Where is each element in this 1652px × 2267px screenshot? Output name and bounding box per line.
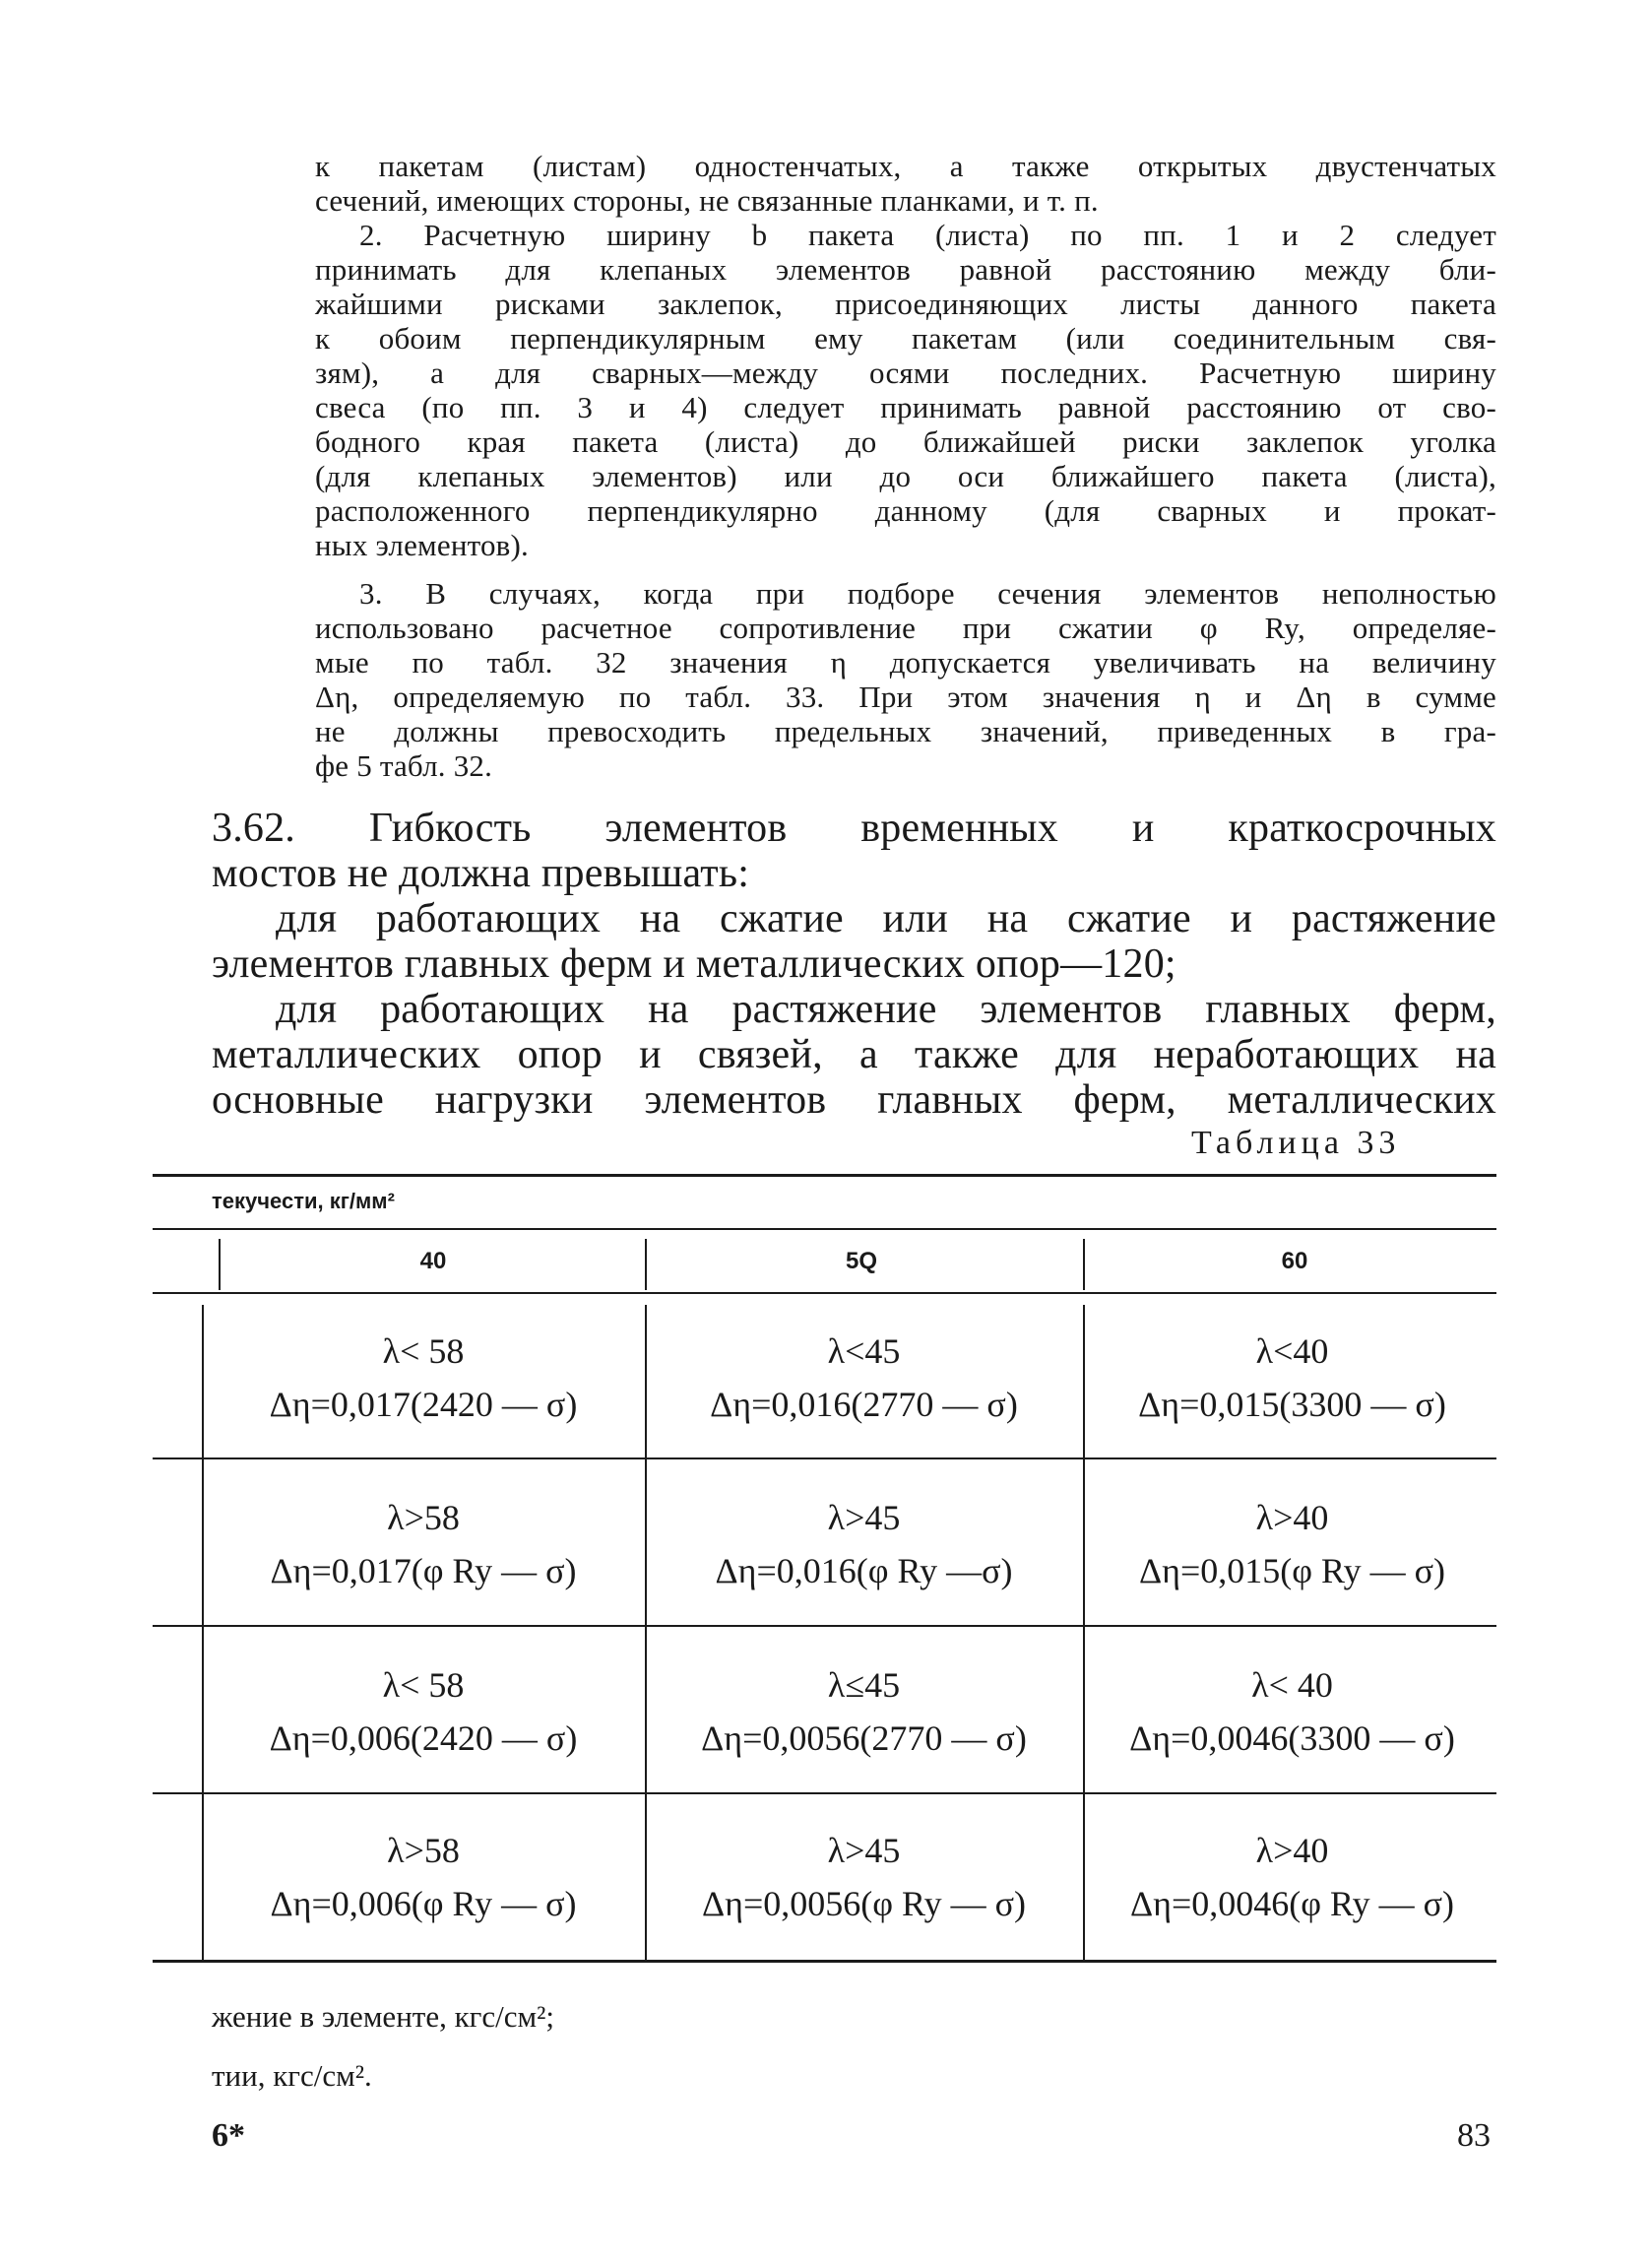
- table-cell: [212, 1658, 635, 1765]
- table-cell: [650, 1491, 1078, 1597]
- text-line: использовано расчетное сопротивление при сжатии φ Ry, определяе-: [315, 611, 1496, 645]
- table-rule: [153, 1792, 1496, 1794]
- text-line: к обоим перпендикулярным ему пакетам (или соединительным свя-: [315, 321, 1496, 356]
- table-cell: [1088, 1658, 1496, 1765]
- cell-condition: λ>45: [827, 1498, 901, 1537]
- cell-condition: λ< 40: [1251, 1665, 1333, 1705]
- text-line: основные нагрузки элементов главных ферм, металлических: [212, 1077, 1496, 1123]
- table-divider: [1083, 1305, 1085, 1960]
- cell-formula: Δη=0,017(2420 — σ): [269, 1385, 578, 1424]
- text-line: 3. В случаях, когда при подборе сечения элементов неполностью: [359, 576, 1496, 611]
- text-line: сечений, имеющих стороны, не связанные планками, и т. п.: [315, 183, 1099, 218]
- table-rule-top: [153, 1174, 1496, 1177]
- cell-formula: Δη=0,016(2770 — σ): [710, 1385, 1018, 1424]
- cell-condition: λ>58: [387, 1498, 460, 1537]
- cell-formula: Δη=0,0046(3300 — σ): [1129, 1718, 1455, 1758]
- cell-condition: λ< 58: [382, 1331, 465, 1371]
- table-rule: [153, 1228, 1496, 1230]
- cell-condition: λ>45: [827, 1831, 901, 1870]
- text-line: мые по табл. 32 значения η допускается увеличивать на величину: [315, 645, 1496, 680]
- text-line: металлических опор и связей, а также для неработающих на: [212, 1032, 1496, 1077]
- text-line: мостов не должна превышать:: [212, 851, 750, 896]
- table-cell: [1088, 1491, 1496, 1597]
- cell-condition: λ<40: [1255, 1331, 1329, 1371]
- table-cell: [212, 1491, 635, 1597]
- cell-condition: λ>40: [1255, 1498, 1329, 1537]
- table-rule-bottom: [153, 1960, 1496, 1963]
- cell-formula: Δη=0,017(φ Ry — σ): [270, 1551, 577, 1590]
- table-title: Таблица 33: [1191, 1125, 1401, 1161]
- cell-formula: Δη=0,016(φ Ry —σ): [715, 1551, 1013, 1590]
- cell-formula: Δη=0,015(φ Ry — σ): [1138, 1551, 1445, 1590]
- column-header: 60: [1281, 1248, 1308, 1274]
- table-divider: [645, 1239, 647, 1290]
- cell-condition: λ>40: [1255, 1831, 1329, 1870]
- text-line: к пакетам (листам) одностенчатых, а также открытых двустенчатых: [315, 149, 1496, 183]
- cell-condition: λ>58: [387, 1831, 460, 1870]
- cell-formula: Δη=0,0046(φ Ry — σ): [1129, 1884, 1454, 1923]
- table-cell: [1088, 1824, 1496, 1930]
- table-cell: [1088, 1325, 1496, 1431]
- text-line: 3.62. Гибкость элементов временных и краткосрочных: [212, 806, 1496, 851]
- column-header: 5Q: [845, 1248, 877, 1274]
- text-line: жайшими рисками заклепок, присоединяющих листы данного пакета: [315, 287, 1496, 321]
- table-cell: [212, 1325, 635, 1431]
- cell-condition: λ≤45: [827, 1665, 901, 1705]
- text-line: для работающих на растяжение элементов главных ферм,: [276, 987, 1496, 1032]
- text-line: свеса (по пп. 3 и 4) следует принимать равной расстоянию от сво-: [315, 390, 1496, 424]
- signature-mark: 6*: [212, 2117, 245, 2154]
- table-rule: [153, 1625, 1496, 1627]
- table-cell: [212, 1824, 635, 1930]
- header-label: текучести, кг/мм²: [212, 1189, 395, 1213]
- text-line: 2. Расчетную ширину b пакета (листа) по пп. 1 и 2 следует: [359, 218, 1496, 252]
- column-header: 40: [419, 1248, 447, 1274]
- text-line: не должны превосходить предельных значений, приведенных в гра-: [315, 714, 1496, 748]
- text-line: ных элементов).: [315, 528, 529, 562]
- text-line: (для клепаных элементов) или до оси ближайшего пакета (листа),: [315, 459, 1496, 493]
- table-cell: [650, 1824, 1078, 1930]
- cell-formula: Δη=0,006(2420 — σ): [269, 1718, 578, 1758]
- table-rule: [153, 1457, 1496, 1459]
- text-line: для работающих на сжатие или на сжатие и растяжение: [276, 896, 1496, 941]
- table-divider: [645, 1305, 647, 1960]
- cell-formula: Δη=0,006(φ Ry — σ): [270, 1884, 577, 1923]
- page-number: 83: [1457, 2117, 1491, 2154]
- text-line: зям), а для сварных—между осями последних. Расчетную ширину: [315, 356, 1496, 390]
- text-line: фе 5 табл. 32.: [315, 748, 493, 783]
- text-line: элементов главных ферм и металлических опор—120;: [212, 941, 1176, 987]
- table-rule: [153, 1292, 1496, 1294]
- table-cell: [650, 1325, 1078, 1431]
- text-line: расположенного перпендикулярно данному (для сварных и прокат-: [315, 493, 1496, 528]
- text-line: бодного края пакета (листа) до ближайшей риски заклепок уголка: [315, 424, 1496, 459]
- footnote-line: жение в элементе, кгс/см²;: [212, 1999, 555, 2034]
- cell-formula: Δη=0,0056(2770 — σ): [701, 1718, 1027, 1758]
- footnote-line: тии, кгс/см².: [212, 2058, 372, 2093]
- table-divider: [219, 1239, 221, 1290]
- table-divider: [202, 1305, 204, 1960]
- cell-formula: Δη=0,0056(φ Ry — σ): [701, 1884, 1026, 1923]
- table-cell: [650, 1658, 1078, 1765]
- table-divider: [1083, 1239, 1085, 1290]
- text-line: Δη, определяемую по табл. 33. При этом значения η и Δη в сумме: [315, 680, 1496, 714]
- text-line: принимать для клепаных элементов равной расстоянию между бли-: [315, 252, 1496, 287]
- cell-condition: λ<45: [827, 1331, 901, 1371]
- cell-condition: λ< 58: [382, 1665, 465, 1705]
- cell-formula: Δη=0,015(3300 — σ): [1138, 1385, 1446, 1424]
